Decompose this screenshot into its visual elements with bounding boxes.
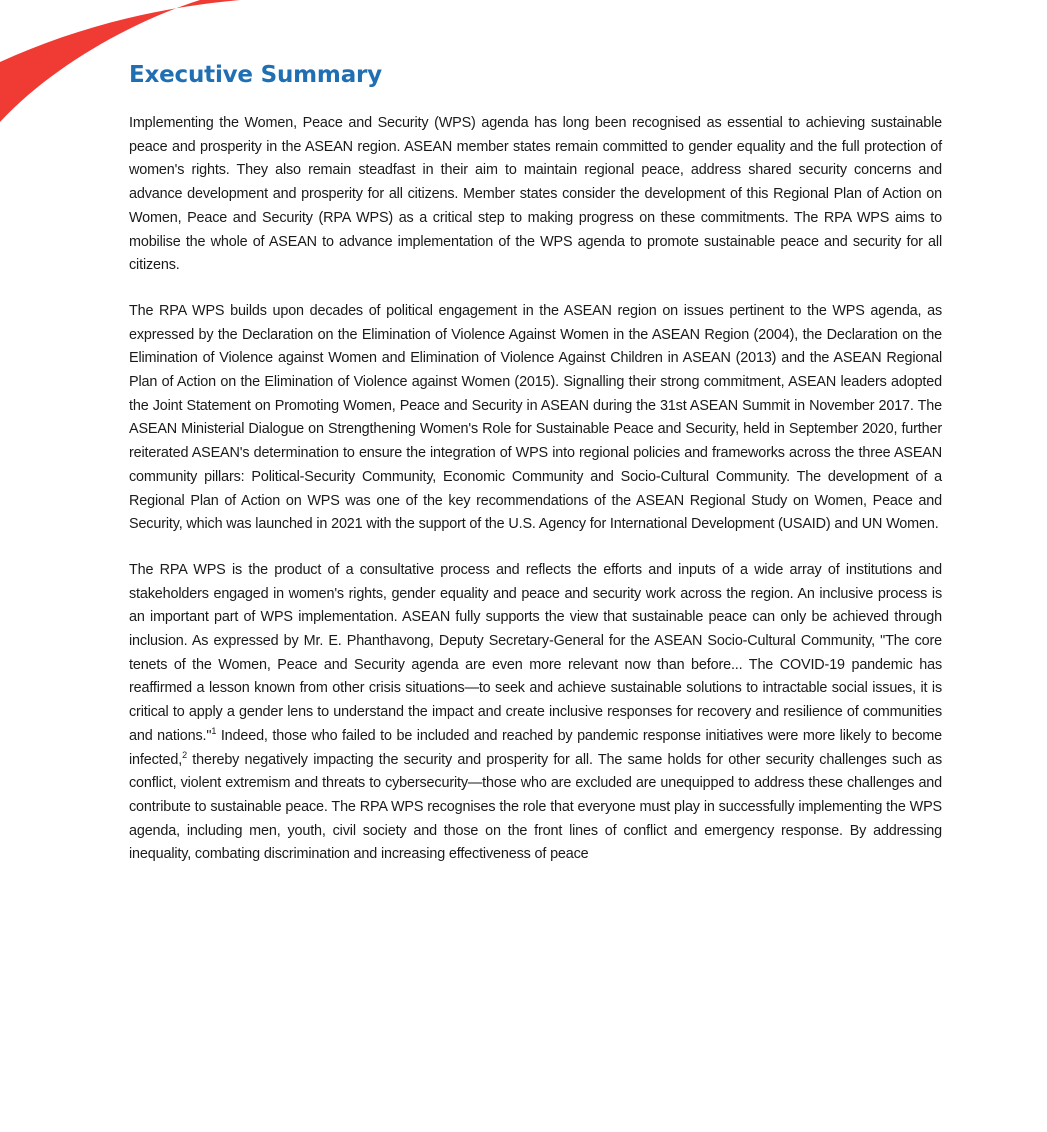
footnote-ref-1[interactable]: 1: [211, 726, 217, 737]
paragraph-3: [129, 559, 942, 867]
page-title: Executive Summary: [129, 62, 382, 88]
paragraph-1: Implementing the Women, Peace and Security (WPS) agenda has long been recognised as essential to achieving sustainable peace and prosperity in the ASEAN region. ASEAN member states remain committed to gender equality and the full protection of women's rights. They also remain steadfast in their aim to maintain regional peace, address shared security concerns and advance development and prosperity for all citizens. Member states consider the development of this Regional Plan of Action on Women, Peace and Security (RPA WPS) as a critical step to making progress on these commitments. The RPA WPS aims to mobilise the whole of ASEAN to advance implementation of the WPS agenda to promote sustainable peace and security for all citizens.: [129, 115, 942, 274]
paragraph-3-text-b: Indeed, those who failed to be included and reached by pandemic response initiatives were more likely to become infected,: [129, 727, 942, 768]
footnote-ref-2[interactable]: 2: [182, 749, 187, 760]
paragraph-3-text-a: The RPA WPS is the product of a consultative process and reflects the efforts and inputs of a wide array of institutions and stakeholders engaged in women's rights, gender equality and peace and security work across the region. An inclusive process is an important part of WPS implementation. ASEAN fully supports the view that sustainable peace can only be achieved through inclusion. As expressed by Mr. E. Phanthavong, Deputy Secretary-General for the ASEAN Socio-Cultural Community, "The core tenets of the Women, Peace and Security agenda are even more relevant now than before... The COVID-19 pandemic has reaffirmed a lesson known from other crisis situations—to seek and achieve sustainable solutions to intractable social issues, it is critical to apply a gender lens to understand the impact and create inclusive responses for recovery and resilience of communities and nations.": [129, 561, 942, 744]
paragraph-2: The RPA WPS builds upon decades of political engagement in the ASEAN region on issues pertinent to the WPS agenda, as expressed by the Declaration on the Elimination of Violence Against Women in the ASEAN Region (2004), the Declaration on the Elimination of Violence against Women and Elimination of Violence Against Children in ASEAN (2013) and the ASEAN Regional Plan of Action on the Elimination of Violence against Women (2015). Signalling their strong commitment, ASEAN leaders adopted the Joint Statement on Promoting Women, Peace and Security in ASEAN during the 31st ASEAN Summit in November 2017. The ASEAN Ministerial Dialogue on Strengthening Women's Role for Sustainable Peace and Security, held in September 2020, further reiterated ASEAN's determination to ensure the integration of WPS into regional policies and frameworks across the three ASEAN community pillars: Political-Security Community, Economic Community and Socio-Cultural Community. The development of a Regional Plan of Action on WPS was one of the key recommendations of the ASEAN Regional Study on Women, Peace and Security, which was launched in 2021 with the support of the U.S. Agency for International Development (USAID) and UN Women.: [129, 302, 942, 533]
paragraph-3-text-c: thereby negatively impacting the security and prosperity for all. The same holds for other security challenges such as conflict, violent extremism and threats to cybersecurity—those who are excluded are unequipped to address these challenges and contribute to sustainable peace. The RPA WPS recognises the role that everyone must play in successfully implementing the WPS agenda, including men, youth, civil society and those on the front lines of conflict and emergency response. By addressing inequality, combating discrimination and increasing effectiveness of peace: [129, 751, 942, 863]
document-page: [129, 58, 942, 889]
